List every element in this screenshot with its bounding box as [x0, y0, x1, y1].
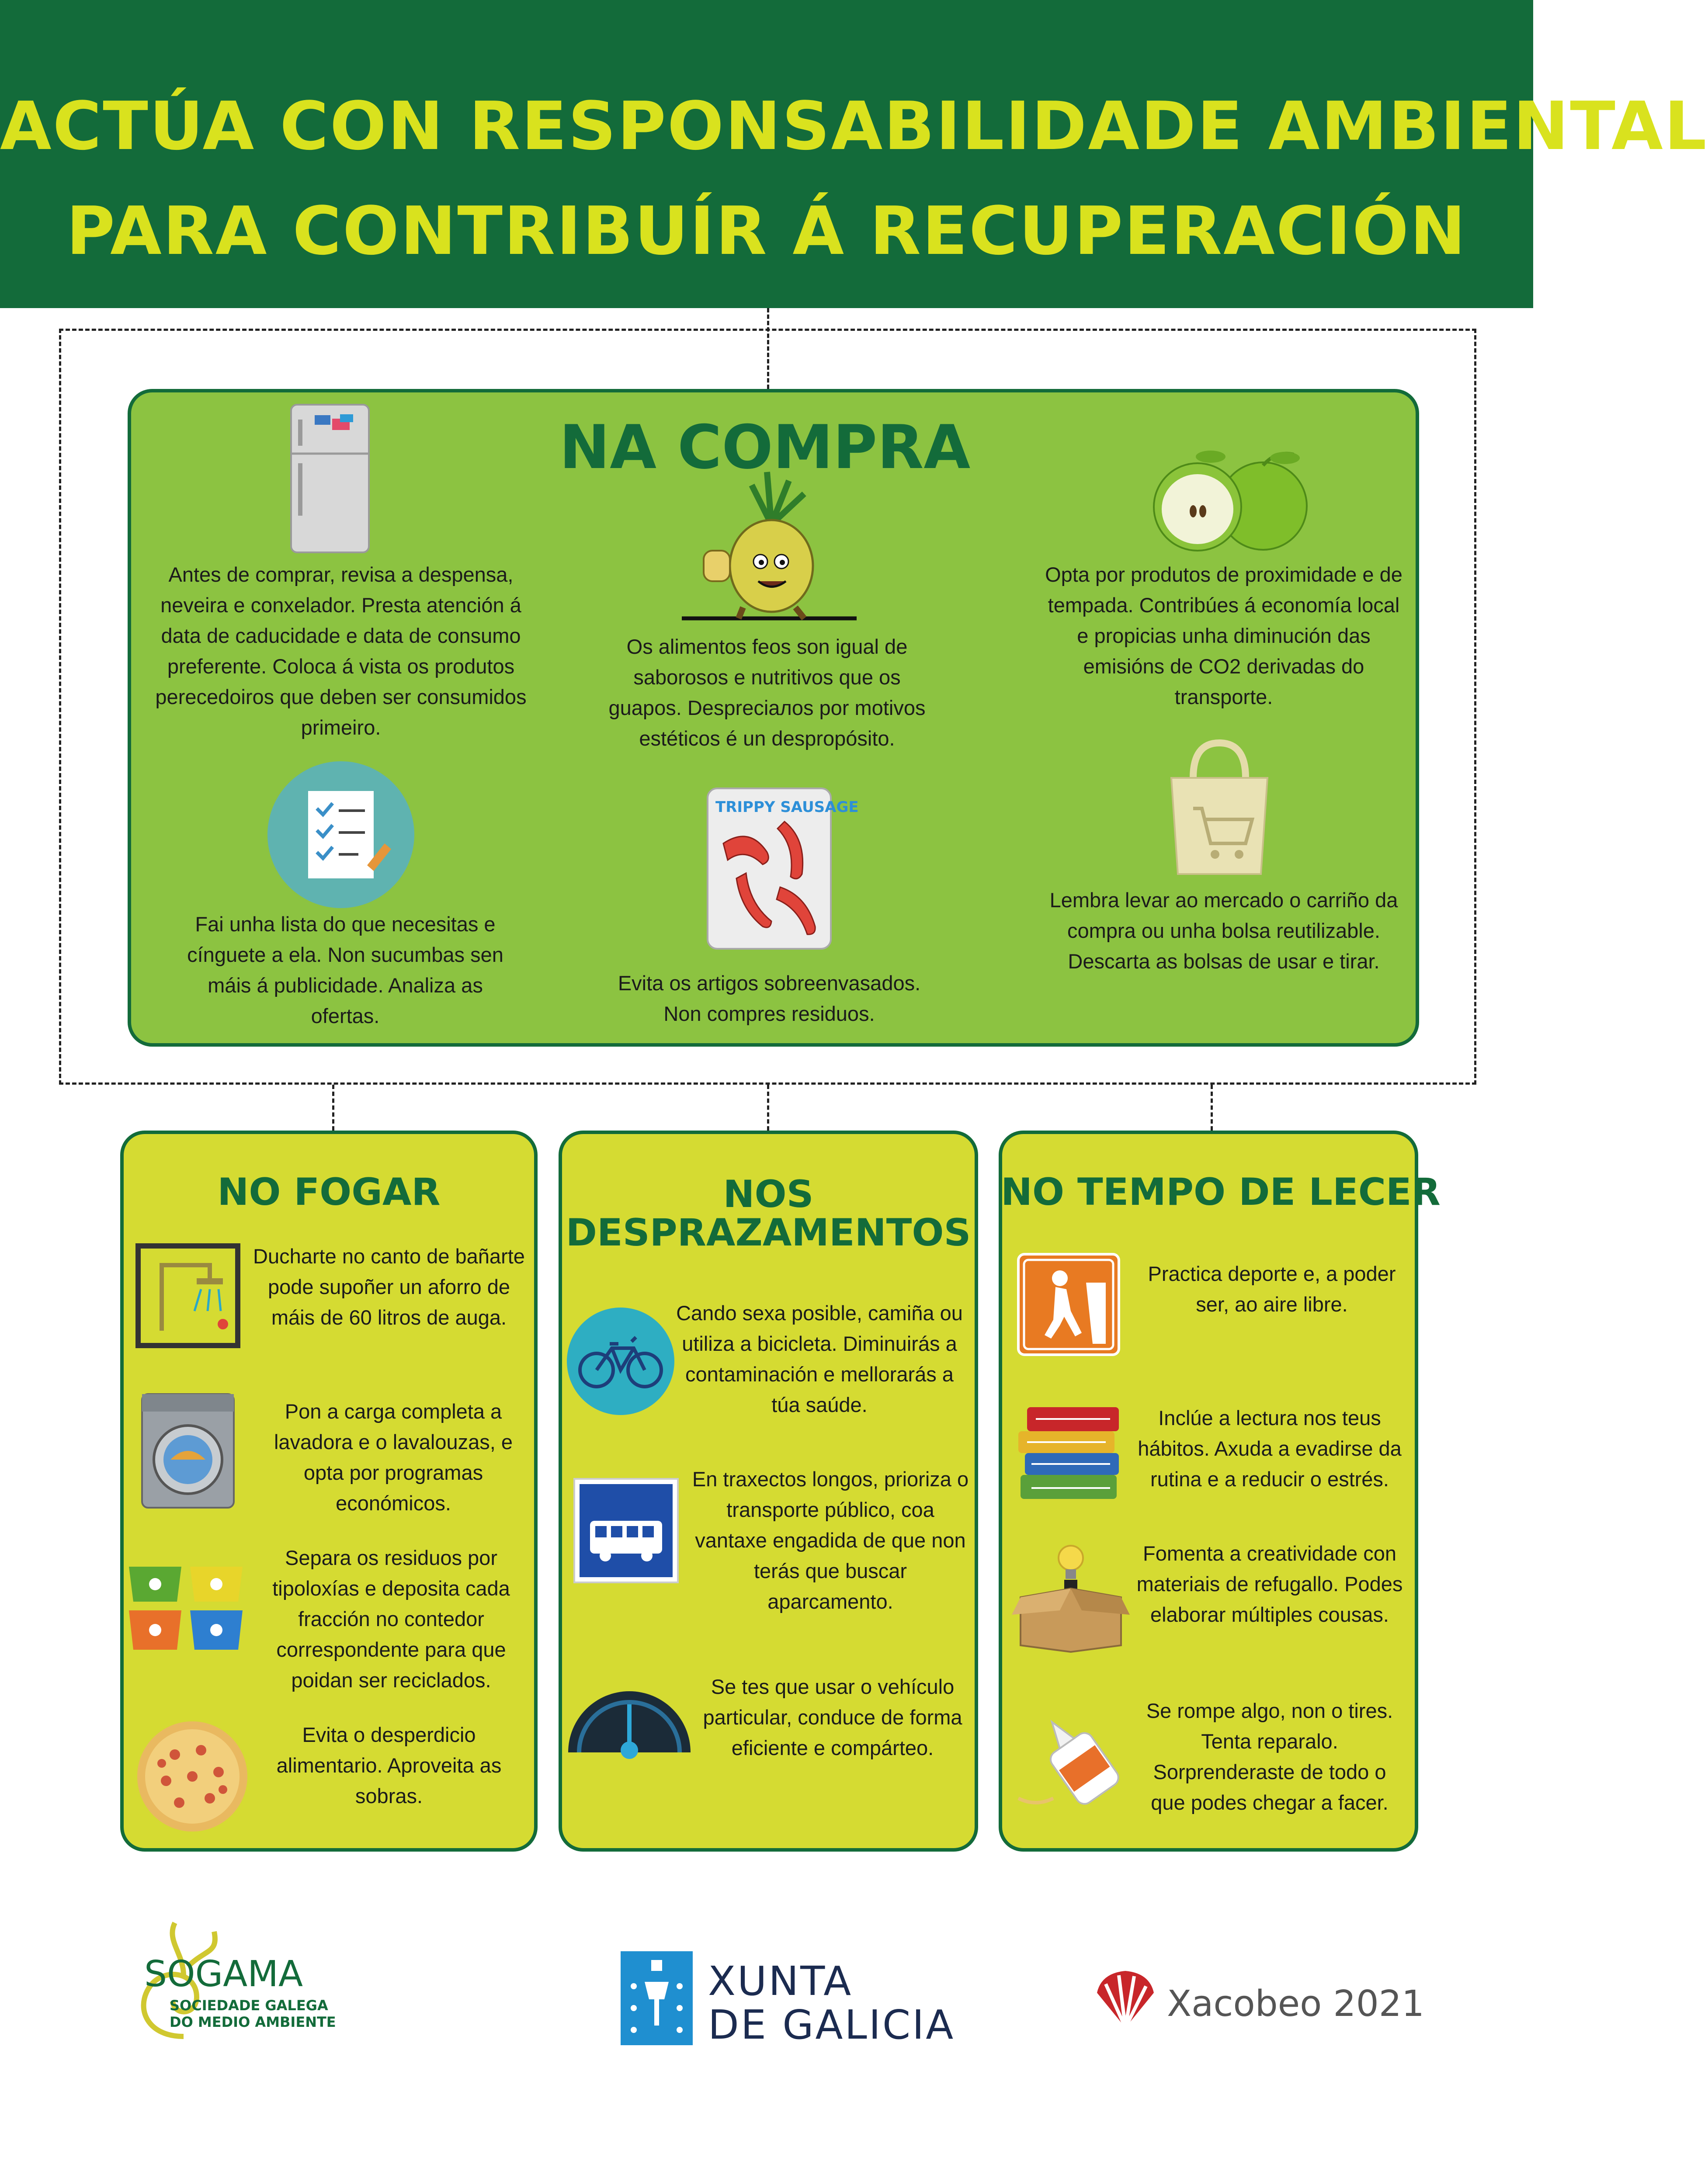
- fogar-text-2: Pon a carga completa a lavadora e o lavalouzas, e opta por programas económicos.: [274, 1400, 513, 1515]
- title-line-2: PARA CONTRIBUÍR Á RECUPERACIÓN: [66, 192, 1467, 270]
- galicia-coat-of-arms-icon: [621, 1951, 693, 2045]
- desp-text-2: En traxectos longos, prioriza o transporte público, coa vantaxe engadida de que non terás que buscar aparcamento.: [692, 1467, 969, 1613]
- header-banner: [0, 0, 1708, 308]
- nos-desprazamentos-title-1: NOS: [723, 1172, 814, 1216]
- xunta-line-1: XUNTA: [708, 1958, 853, 2005]
- title-line-1: ACTÚA CON RESPONSABILIDADE AMBIENTAL: [0, 87, 1708, 165]
- compra-text-6: Lembra levar ao mercado o carriño da compra ou unha bolsa reutilizable. Descarta as bolsas de usar e tirar.: [1049, 888, 1398, 973]
- xunta-line-2: DE GALICIA: [708, 2001, 955, 2048]
- nos-desprazamentos-title-2: DESPRAZAMENTOS: [566, 1211, 971, 1255]
- lecer-text-4: Se rompe algo, non o tires. Tenta reparalo. Sorprenderaste de todo o que podes chegar a facer.: [1146, 1699, 1393, 1814]
- shopping-bag-icon: [1167, 734, 1272, 878]
- pizza-icon: [135, 1720, 249, 1833]
- xacobeo-text: Xacobeo 2021: [1167, 1983, 1425, 2025]
- apples-icon: [1145, 441, 1311, 555]
- compra-text-4: Fai unha lista do que necesitas e cínguete a ela. Non sucumbas sen máis á publicidade. Analiza as ofertas.: [187, 912, 503, 1027]
- recycling-bins-icon: [125, 1562, 251, 1654]
- bus-sign-icon: [573, 1477, 680, 1584]
- xacobeo-logo: [1093, 1967, 1425, 2036]
- fogar-text-3: Separa os residuos por tipoloxías e deposita cada fracción no contedor correspondente para que poidan ser reciclados.: [272, 1546, 510, 1692]
- compra-text-3: Opta por produtos de proximidade e de tempada. Contribúes á economía local e propicias unha diminución das emisións de CO2 derivadas do transporte.: [1045, 563, 1403, 708]
- sogama-sub-2: DO MEDIO AMBIENTE: [170, 2014, 336, 2030]
- lecer-text-3: Fomenta a creatividade con materiais de refugallo. Podes elaborar múltiples cousas.: [1136, 1542, 1403, 1626]
- sogama-sub-1: SOCIEDADE GALEGA: [170, 1997, 328, 2014]
- idea-box-icon: [1012, 1540, 1130, 1654]
- lecer-text-1: Practica deporte e, a poder ser, ao aire libre.: [1148, 1262, 1396, 1316]
- speedometer-icon: [564, 1674, 695, 1757]
- sausage-pack-icon: [706, 787, 859, 950]
- fogar-text-4: Evita o desperdicio alimentario. Aproveita as sobras.: [276, 1723, 502, 1807]
- no-fogar-title: NO FOGAR: [217, 1170, 441, 1214]
- desp-text-1: Cando sexa posible, camiña ou utiliza a bicicleta. Diminuirás a contaminación e mellorarás a túa saúde.: [676, 1301, 963, 1416]
- lecer-text-2: Inclúe a lectura nos teus hábitos. Axuda a evadirse da rutina e a reducir o estrés.: [1138, 1406, 1402, 1491]
- glue-bottle-icon: [1014, 1711, 1123, 1811]
- hiking-sign-icon: [1016, 1252, 1121, 1357]
- books-icon: [1014, 1401, 1123, 1505]
- no-tempo-de-lecer-title: NO TEMPO DE LECER: [1001, 1170, 1441, 1214]
- pack-label: TRIPPY SAUSAGE: [715, 798, 859, 816]
- na-compra-title: NA COMPRA: [559, 412, 971, 482]
- compra-text-5: Evita os artigos sobreenvasados. Non compres residuos.: [618, 971, 921, 1025]
- desp-text-3: Se tes que usar o vehículo particular, conduce de forma eficiente e compárteo.: [703, 1675, 962, 1759]
- onion-character-icon: [673, 468, 861, 625]
- washing-machine-icon: [140, 1392, 236, 1510]
- bicycle-icon: [566, 1307, 675, 1416]
- sogama-logo: [131, 1914, 376, 2045]
- compra-text-1: Antes de comprar, revisa a despensa, neveira e conxelador. Presta atención á data de caducidade e data de consumo preferente. Coloca á vista os produtos perecedoiros que deben ser consumidos primeiro.: [155, 563, 527, 739]
- xunta-logo: [621, 1951, 955, 2048]
- fridge-icon: [288, 402, 371, 555]
- shower-icon: [135, 1243, 240, 1348]
- sogama-name: SOGAMA: [144, 1953, 303, 1995]
- checklist-icon: [267, 760, 415, 909]
- fogar-text-1: Ducharte no canto de bañarte pode supoñer un aforro de máis de 60 litros de auga.: [253, 1245, 525, 1329]
- compra-text-2: Os alimentos feos son igual de saborosos e nutritivos que os guapos. Despreciaлos por motivos estéticos é un despropósito.: [608, 635, 926, 750]
- scallop-shell-icon: [1093, 1967, 1158, 2032]
